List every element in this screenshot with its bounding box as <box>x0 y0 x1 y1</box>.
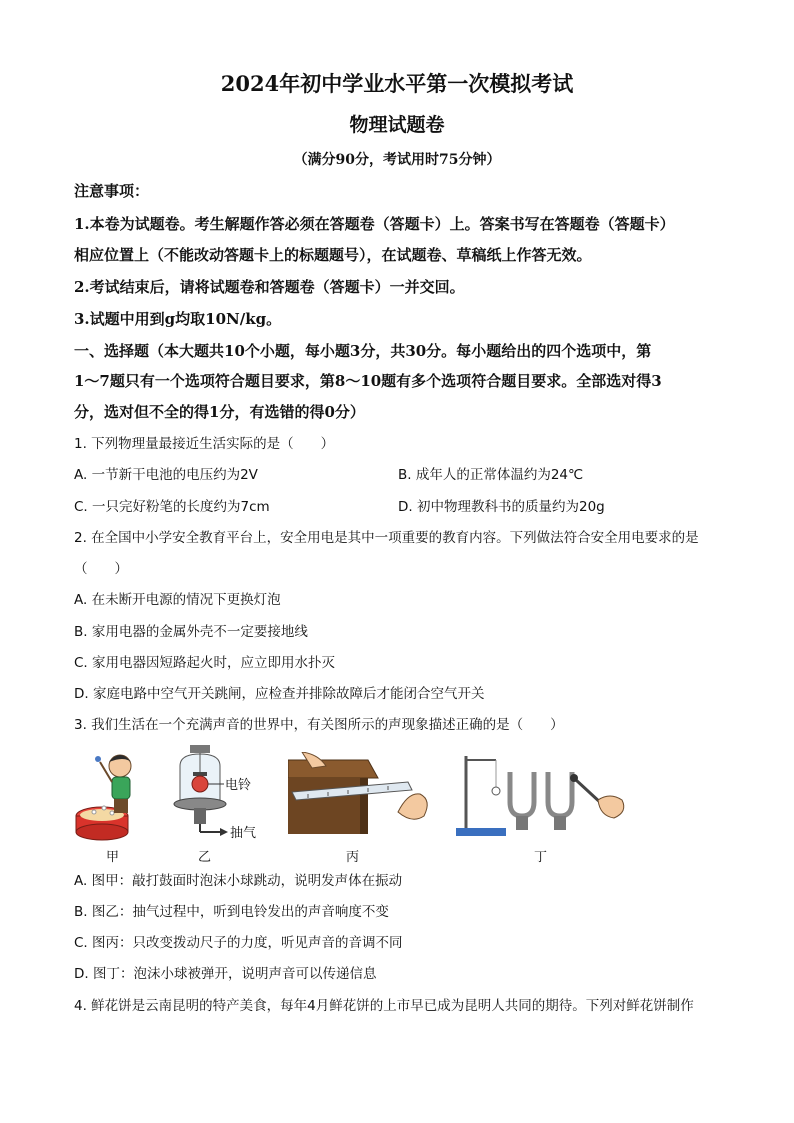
q1-option-b: B. 成年人的正常体温约为24℃ <box>398 467 584 483</box>
bell-label: 电铃 <box>225 778 252 793</box>
q2-option-c: C. 家用电器因短路起火时，应立即用水扑灭 <box>74 655 336 671</box>
q3-option-b: B. 图乙：抽气过程中，听到电铃发出的声音响度不变 <box>74 904 389 920</box>
q3-option-d: D. 图丁：泡沫小球被弹开，说明声音可以传递信息 <box>74 966 377 982</box>
q3-option-c: C. 图丙：只改变拨动尺子的力度，听见声音的音调不同 <box>74 935 403 951</box>
fig-ruler-table <box>288 752 434 834</box>
q2-stem-paren: （ ） <box>74 561 128 577</box>
exam-title: 2024年初中学业水平第一次模拟考试 <box>220 71 574 96</box>
notice-item-1b: 相应位置上（不能改动答题卡上的标题题号），在试题卷、草稿纸上作答无效。 <box>74 246 592 264</box>
q4-stem: 4. 鲜花饼是云南昆明的特产美食，每年4月鲜花饼的上市早已成为昆明人共同的期待。下列对鲜花饼制作 <box>74 998 694 1014</box>
fig-tuning-forks <box>452 742 632 838</box>
notice-item-2: 2.考试结束后，请将试题卷和答题卷（答题卡）一并交回。 <box>74 278 465 296</box>
q1-option-a: A. 一节新干电池的电压约为2V <box>74 467 258 483</box>
q2-option-b: B. 家用电器的金属外壳不一定要接地线 <box>74 624 308 640</box>
q3-stem: 3. 我们生活在一个充满声音的世界中，有关图所示的声现象描述正确的是（ ） <box>74 717 564 733</box>
notice-item-1a: 1.本卷为试题卷。考生解题作答必须在答题卷（答题卡）上。答案书写在答题卷（答题卡） <box>74 215 675 233</box>
section1-line2: 1～7题只有一个选项符合题目要求，第8～10题有多个选项符合题目要求。全部选对得3 <box>74 372 662 390</box>
q1-stem: 1. 下列物理量最接近生活实际的是（ ） <box>74 436 335 452</box>
section1-line3: 分，选对但不全的得1分，有选错的得0分） <box>74 403 365 421</box>
fig-label-ding: 丁 <box>534 850 548 865</box>
q1-option-c: C. 一只完好粉笔的长度约为7cm <box>74 499 270 515</box>
q2-option-a: A. 在未断开电源的情况下更换灯泡 <box>74 592 281 608</box>
fig-label-jia: 甲 <box>106 850 120 865</box>
fig-label-bing: 丙 <box>346 850 360 865</box>
exam-subtitle: 物理试题卷 <box>349 114 445 136</box>
q2-stem: 2. 在全国中小学安全教育平台上，安全用电是其中一项重要的教育内容。下列做法符合安全用电要求的是 <box>74 530 699 546</box>
score-note: （满分90分，考试用时75分钟） <box>293 152 501 168</box>
q1-option-d: D. 初中物理教科书的质量约为20g <box>398 499 605 515</box>
q3-option-a: A. 图甲：敲打鼓面时泡沫小球跳动，说明发声体在振动 <box>74 873 403 889</box>
fig-label-yi: 乙 <box>198 850 212 865</box>
notice-item-3: 3.试题中用到g均取10N/kg。 <box>74 310 282 328</box>
fig-drum-illustration <box>74 742 154 842</box>
fig-bell-jar <box>172 742 262 842</box>
q2-option-d: D. 家庭电路中空气开关跳闸，应检查并排除故障后才能闭合空气开关 <box>74 686 485 702</box>
section1-line1: 一、选择题（本大题共10个小题，每小题3分，共30分。每小题给出的四个选项中，第 <box>74 342 652 360</box>
notice-heading: 注意事项： <box>74 182 150 200</box>
pump-label: 抽气 <box>230 826 257 841</box>
